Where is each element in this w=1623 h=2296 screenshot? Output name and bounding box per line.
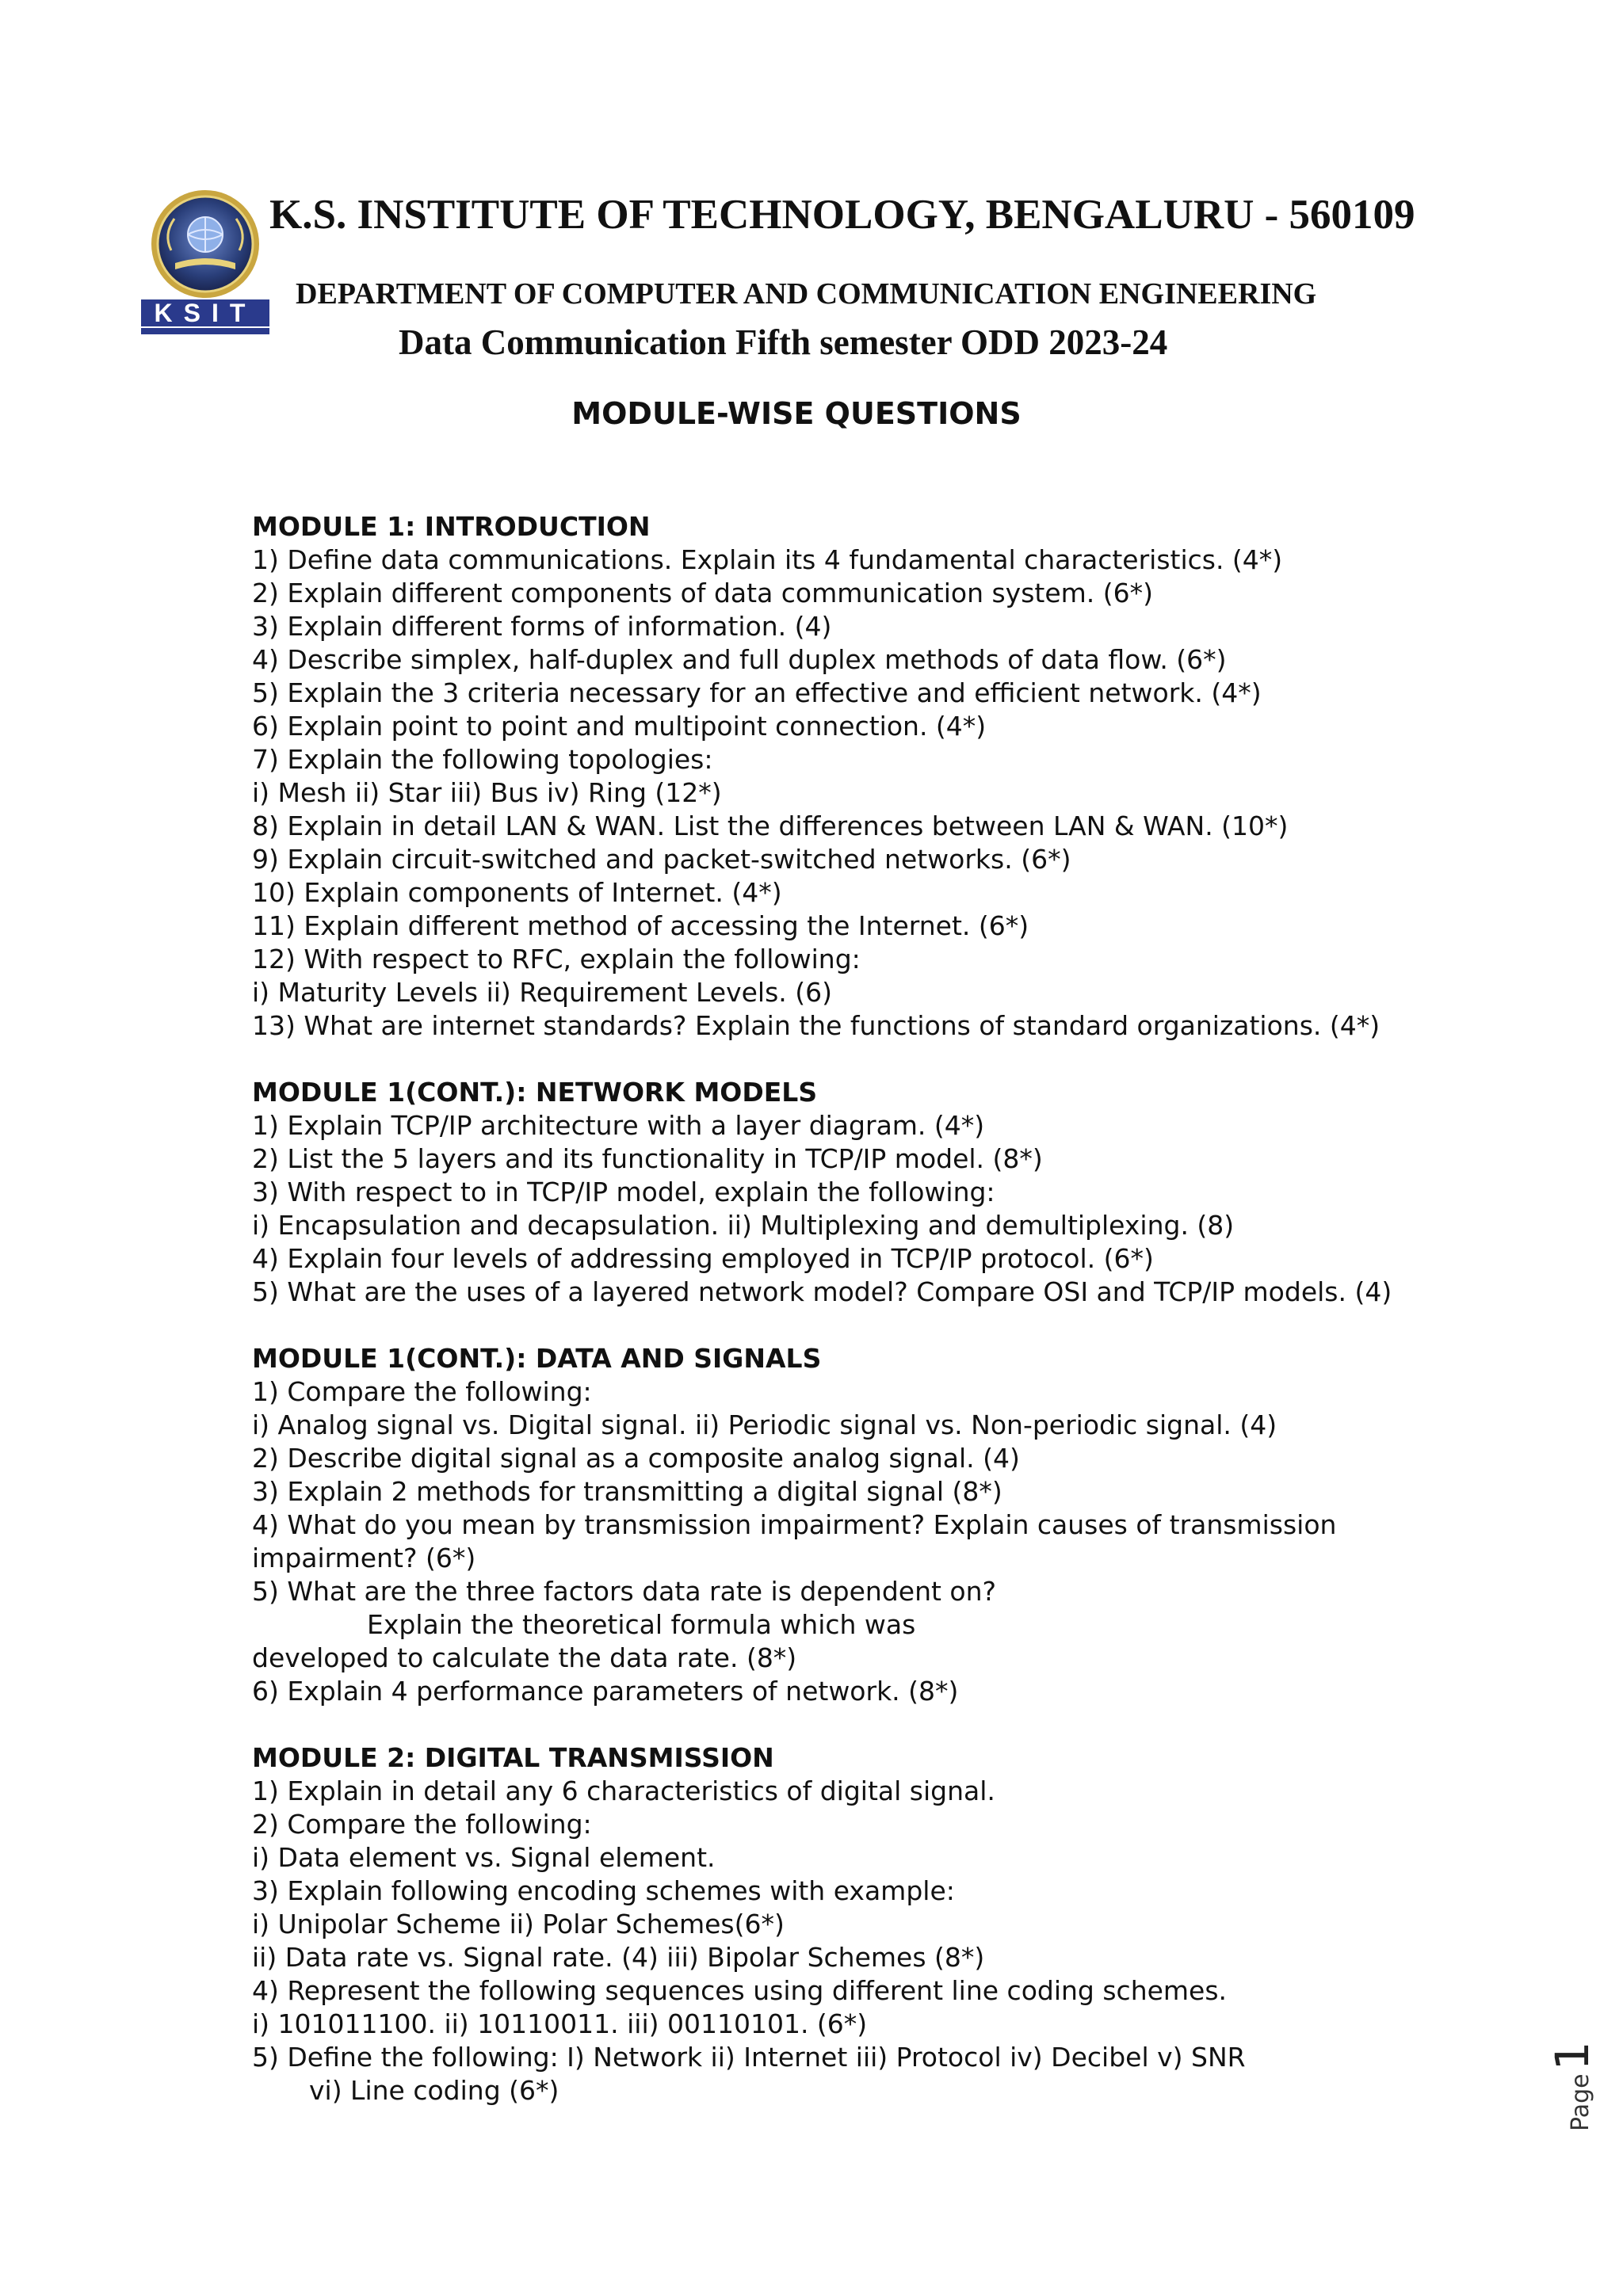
question-line: 2) Explain different components of data communication system. (6*) — [252, 578, 1154, 608]
question-line: ii) Data rate vs. Signal rate. (4) iii) Bipolar Schemes (8*) — [252, 1942, 985, 1973]
question-line: 3) Explain different forms of information. (4) — [252, 611, 832, 642]
section-gap — [252, 1309, 1552, 1342]
page-number — [1545, 2012, 1609, 2131]
question-line: i) Unipolar Scheme ii) Polar Schemes(6*) — [252, 1909, 785, 1939]
question-line: 3) Explain 2 methods for transmitting a digital signal (8*) — [252, 1476, 1002, 1507]
module-heading: MODULE 2: DIGITAL TRANSMISSION — [252, 1742, 774, 1773]
question-line: 8) Explain in detail LAN & WAN. List the differences between LAN & WAN. (10*) — [252, 810, 1289, 841]
logo-text: KSIT — [154, 299, 257, 327]
question-line: impairment? (6*) — [252, 1543, 476, 1573]
question-line: 2) Compare the following: — [252, 1809, 592, 1840]
question-line: 5) Explain the 3 criteria necessary for an effective and efficient network. (4*) — [252, 677, 1262, 708]
question-line: 1) Explain in detail any 6 characteristics of digital signal. — [252, 1775, 995, 1806]
question-line: 2) List the 5 layers and its functionality in TCP/IP model. (8*) — [252, 1143, 1043, 1174]
question-line: 4) What do you mean by transmission impairment? Explain causes of transmission — [252, 1509, 1337, 1540]
page-number-rotated — [1545, 2041, 1599, 2131]
question-line: 1) Define data communications. Explain its 4 fundamental characteristics. (4*) — [252, 544, 1283, 575]
question-line: 10) Explain components of Internet. (4*) — [252, 877, 782, 908]
question-line: 6) Explain 4 performance parameters of network. (8*) — [252, 1676, 959, 1707]
page-number-value: 1 — [1545, 2041, 1599, 2071]
question-line: i) Analog signal vs. Digital signal. ii) Periodic signal vs. Non-periodic signal. (4) — [252, 1409, 1277, 1440]
question-line: developed to calculate the data rate. (8*) — [252, 1642, 797, 1673]
question-line: 2) Describe digital signal as a composite analog signal. (4) — [252, 1443, 1020, 1474]
question-line: 3) With respect to in TCP/IP model, explain the following: — [252, 1177, 995, 1207]
question-line: 1) Compare the following: — [252, 1376, 592, 1407]
section-gap — [252, 1043, 1552, 1076]
question-line: 3) Explain following encoding schemes with example: — [252, 1875, 955, 1906]
module-heading: MODULE 1(CONT.): DATA AND SIGNALS — [252, 1343, 822, 1374]
question-line: i) 101011100. ii) 10110011. iii) 00110101. (6*) — [252, 2008, 868, 2039]
question-line: i) Maturity Levels ii) Requirement Levels. (6) — [252, 977, 833, 1008]
question-line: 11) Explain different method of accessing the Internet. (6*) — [252, 910, 1029, 941]
question-line: 4) Describe simplex, half-duplex and full duplex methods of data flow. (6*) — [252, 644, 1227, 675]
question-list — [252, 510, 1552, 2107]
question-line: 12) With respect to RFC, explain the following: — [252, 944, 861, 974]
question-line: 4) Explain four levels of addressing employed in TCP/IP protocol. (6*) — [252, 1243, 1154, 1274]
document-title: MODULE-WISE QUESTIONS — [571, 396, 1022, 431]
question-line: 4) Represent the following sequences using different line coding schemes. — [252, 1975, 1228, 2006]
question-line: i) Data element vs. Signal element. — [252, 1842, 716, 1873]
college-logo — [139, 187, 271, 336]
question-line: 7) Explain the following topologies: — [252, 744, 713, 775]
question-line: 5) What are the uses of a layered network model? Compare OSI and TCP/IP models. (4) — [252, 1276, 1392, 1307]
subject-title: Data Communication Fifth semester ODD 2023-24 — [399, 322, 1168, 362]
page-label: Page — [1567, 2073, 1594, 2131]
module-heading: MODULE 1(CONT.): NETWORK MODELS — [252, 1077, 818, 1108]
question-line: 5) What are the three factors data rate is dependent on? — [252, 1576, 997, 1607]
question-line: 1) Explain TCP/IP architecture with a layer diagram. (4*) — [252, 1110, 985, 1141]
question-line: i) Mesh ii) Star iii) Bus iv) Ring (12*) — [252, 777, 722, 808]
question-line: 6) Explain point to point and multipoint connection. (4*) — [252, 711, 987, 742]
question-line: 5) Define the following: I) Network ii) Internet iii) Protocol iv) Decibel v) SNR — [252, 2042, 1246, 2073]
question-line: i) Encapsulation and decapsulation. ii) Multiplexing and demultiplexing. (8) — [252, 1210, 1235, 1241]
module-heading: MODULE 1: INTRODUCTION — [252, 511, 651, 542]
department-name: DEPARTMENT OF COMPUTER AND COMMUNICATION ENGINEERING — [296, 277, 1317, 311]
section-gap — [252, 1708, 1552, 1741]
question-line: 9) Explain circuit-switched and packet-switched networks. (6*) — [252, 844, 1071, 875]
question-line: 13) What are internet standards? Explain the functions of standard organizations. (4*) — [252, 1010, 1381, 1041]
institution-name: K.S. INSTITUTE OF TECHNOLOGY, BENGALURU - 560109 — [269, 192, 1415, 238]
question-line: Explain the theoretical formula which was — [367, 1609, 916, 1640]
question-line: vi) Line coding (6*) — [309, 2075, 559, 2106]
